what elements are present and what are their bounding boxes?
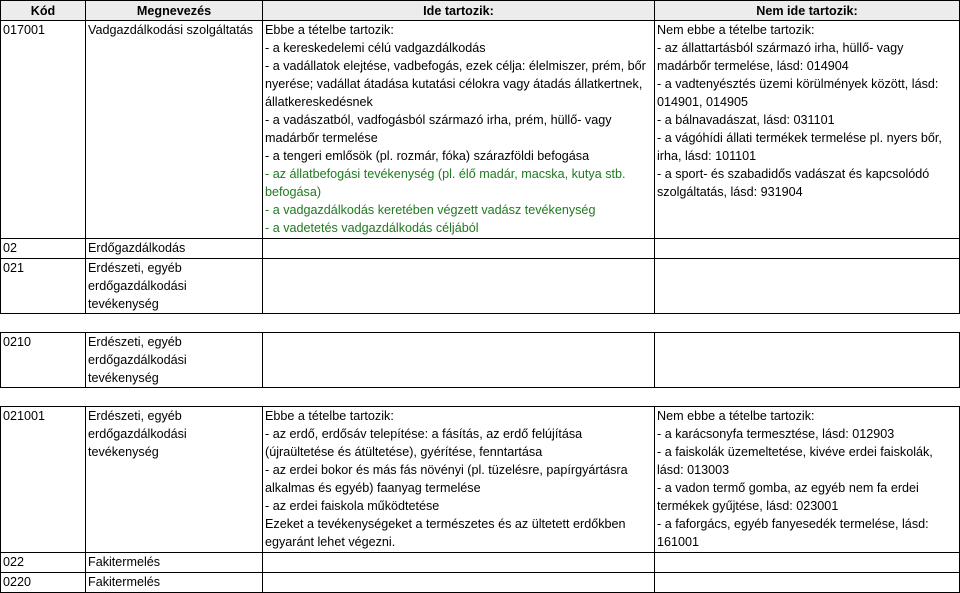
header-megnevezes: Megnevezés <box>86 1 263 21</box>
cell-name: Erdészeti, egyéb erdőgazdálkodási tevékenység <box>86 333 263 388</box>
table-row <box>1 407 960 553</box>
nem-ide-line: Nem ebbe a tételbe tartozik: <box>657 23 815 37</box>
ide-line: - az állatbefogási tevékenység (pl. élő madár, macska, kutya stb. befogása) <box>265 167 626 199</box>
cell-code: 0210 <box>1 333 86 388</box>
nem-ide-line: - a vágóhídi állati termékek termelése pl. nyers bőr, irha, lásd: 101101 <box>657 131 942 163</box>
nem-ide-line: - a sport- és szabadidős vadászat és kapcsolódó szolgáltatás, lásd: 931904 <box>657 167 930 199</box>
cell-nem-ide-tartozik <box>655 573 960 593</box>
nem-ide-line: Nem ebbe a tételbe tartozik: <box>657 409 815 423</box>
cell-name: Vadgazdálkodási szolgáltatás <box>86 21 263 239</box>
cell-code: 022 <box>1 553 86 573</box>
cell-nem-ide-tartozik <box>655 239 960 259</box>
ide-line: Ebbe a tételbe tartozik: <box>265 409 394 423</box>
cell-ide-tartozik <box>263 407 655 553</box>
cell-ide-tartozik <box>263 21 655 239</box>
nem-ide-line: - a karácsonyfa termesztése, lásd: 012903 <box>657 427 895 441</box>
ide-line: - az erdei bokor és más fás növényi (pl. tüzelésre, papírgyártásra alkalmas és egyéb) faanyag termelése <box>265 463 628 495</box>
table-row <box>1 573 960 593</box>
ide-line: - a vadgazdálkodás keretében végzett vadász tevékenység <box>265 203 596 217</box>
nem-ide-line: - a bálnavadászat, lásd: 031101 <box>657 113 835 127</box>
header-row <box>1 1 960 21</box>
ide-line: - a tengeri emlősök (pl. rozmár, fóka) szárazföldi befogása <box>265 149 590 163</box>
header-nem-ide-tartozik: Nem ide tartozik: <box>655 1 960 21</box>
ide-line: - a vadállatok elejtése, vadbefogás, ezek célja: élelmiszer, prém, bőr nyerése; vadállat átadása kutatási célokra vagy átadás állatkertnek, állatkereskedésnek <box>265 59 646 109</box>
spacer-row <box>1 314 960 333</box>
nem-ide-line: - az állattartásból származó irha, hüllő- vagy madárbőr termelése, lásd: 014904 <box>657 41 904 73</box>
cell-code: 02 <box>1 239 86 259</box>
cell-code: 021001 <box>1 407 86 553</box>
cell-ide-tartozik <box>263 239 655 259</box>
ide-line: - a vadetetés vadgazdálkodás céljából <box>265 221 479 235</box>
cell-name: Fakitermelés <box>86 573 263 593</box>
cell-ide-tartozik <box>263 333 655 388</box>
cell-name: Erdészeti, egyéb erdőgazdálkodási tevékenység <box>86 259 263 314</box>
cell-name: Erdészeti, egyéb erdőgazdálkodási tevékenység <box>86 407 263 553</box>
table-row <box>1 333 960 388</box>
table-row <box>1 21 960 239</box>
nem-ide-line: - a faiskolák üzemeltetése, kivéve erdei faiskolák, lásd: 013003 <box>657 445 933 477</box>
ide-line: - a vadászatból, vadfogásból származó irha, prém, hüllő- vagy madárbőr termelése <box>265 113 612 145</box>
cell-ide-tartozik <box>263 259 655 314</box>
cell-nem-ide-tartozik <box>655 407 960 553</box>
table-row <box>1 553 960 573</box>
ide-line: Ebbe a tételbe tartozik: <box>265 23 394 37</box>
table-row <box>1 239 960 259</box>
nem-ide-line: - a vadtenyésztés üzemi körülmények között, lásd: 014901, 014905 <box>657 77 939 109</box>
cell-nem-ide-tartozik <box>655 21 960 239</box>
cell-nem-ide-tartozik <box>655 259 960 314</box>
header-ide-tartozik: Ide tartozik: <box>263 1 655 21</box>
cell-ide-tartozik <box>263 553 655 573</box>
cell-nem-ide-tartozik <box>655 553 960 573</box>
cell-nem-ide-tartozik <box>655 333 960 388</box>
cell-code: 021 <box>1 259 86 314</box>
spacer-row <box>1 388 960 407</box>
cell-name: Fakitermelés <box>86 553 263 573</box>
cell-ide-tartozik <box>263 573 655 593</box>
cell-code: 0220 <box>1 573 86 593</box>
ide-line: - az erdő, erdősáv telepítése: a fásítás, az erdő felújítása (újraültetése és átültetése), gyérítése, fenntartása <box>265 427 583 459</box>
cell-code: 017001 <box>1 21 86 239</box>
nem-ide-line: - a faforgács, egyéb fanyesedék termelése, lásd: 161001 <box>657 517 929 549</box>
cell-name: Erdőgazdálkodás <box>86 239 263 259</box>
table-row <box>1 259 960 314</box>
ide-line: - a kereskedelemi célú vadgazdálkodás <box>265 41 486 55</box>
ide-line: - az erdei faiskola működtetése <box>265 499 440 513</box>
ide-line: Ezeket a tevékenységeket a természetes és az ültetett erdőkben egyaránt lehet végezni. <box>265 517 626 549</box>
header-kod: Kód <box>1 1 86 21</box>
nem-ide-line: - a vadon termő gomba, az egyéb nem fa erdei termékek gyűjtése, lásd: 023001 <box>657 481 919 513</box>
